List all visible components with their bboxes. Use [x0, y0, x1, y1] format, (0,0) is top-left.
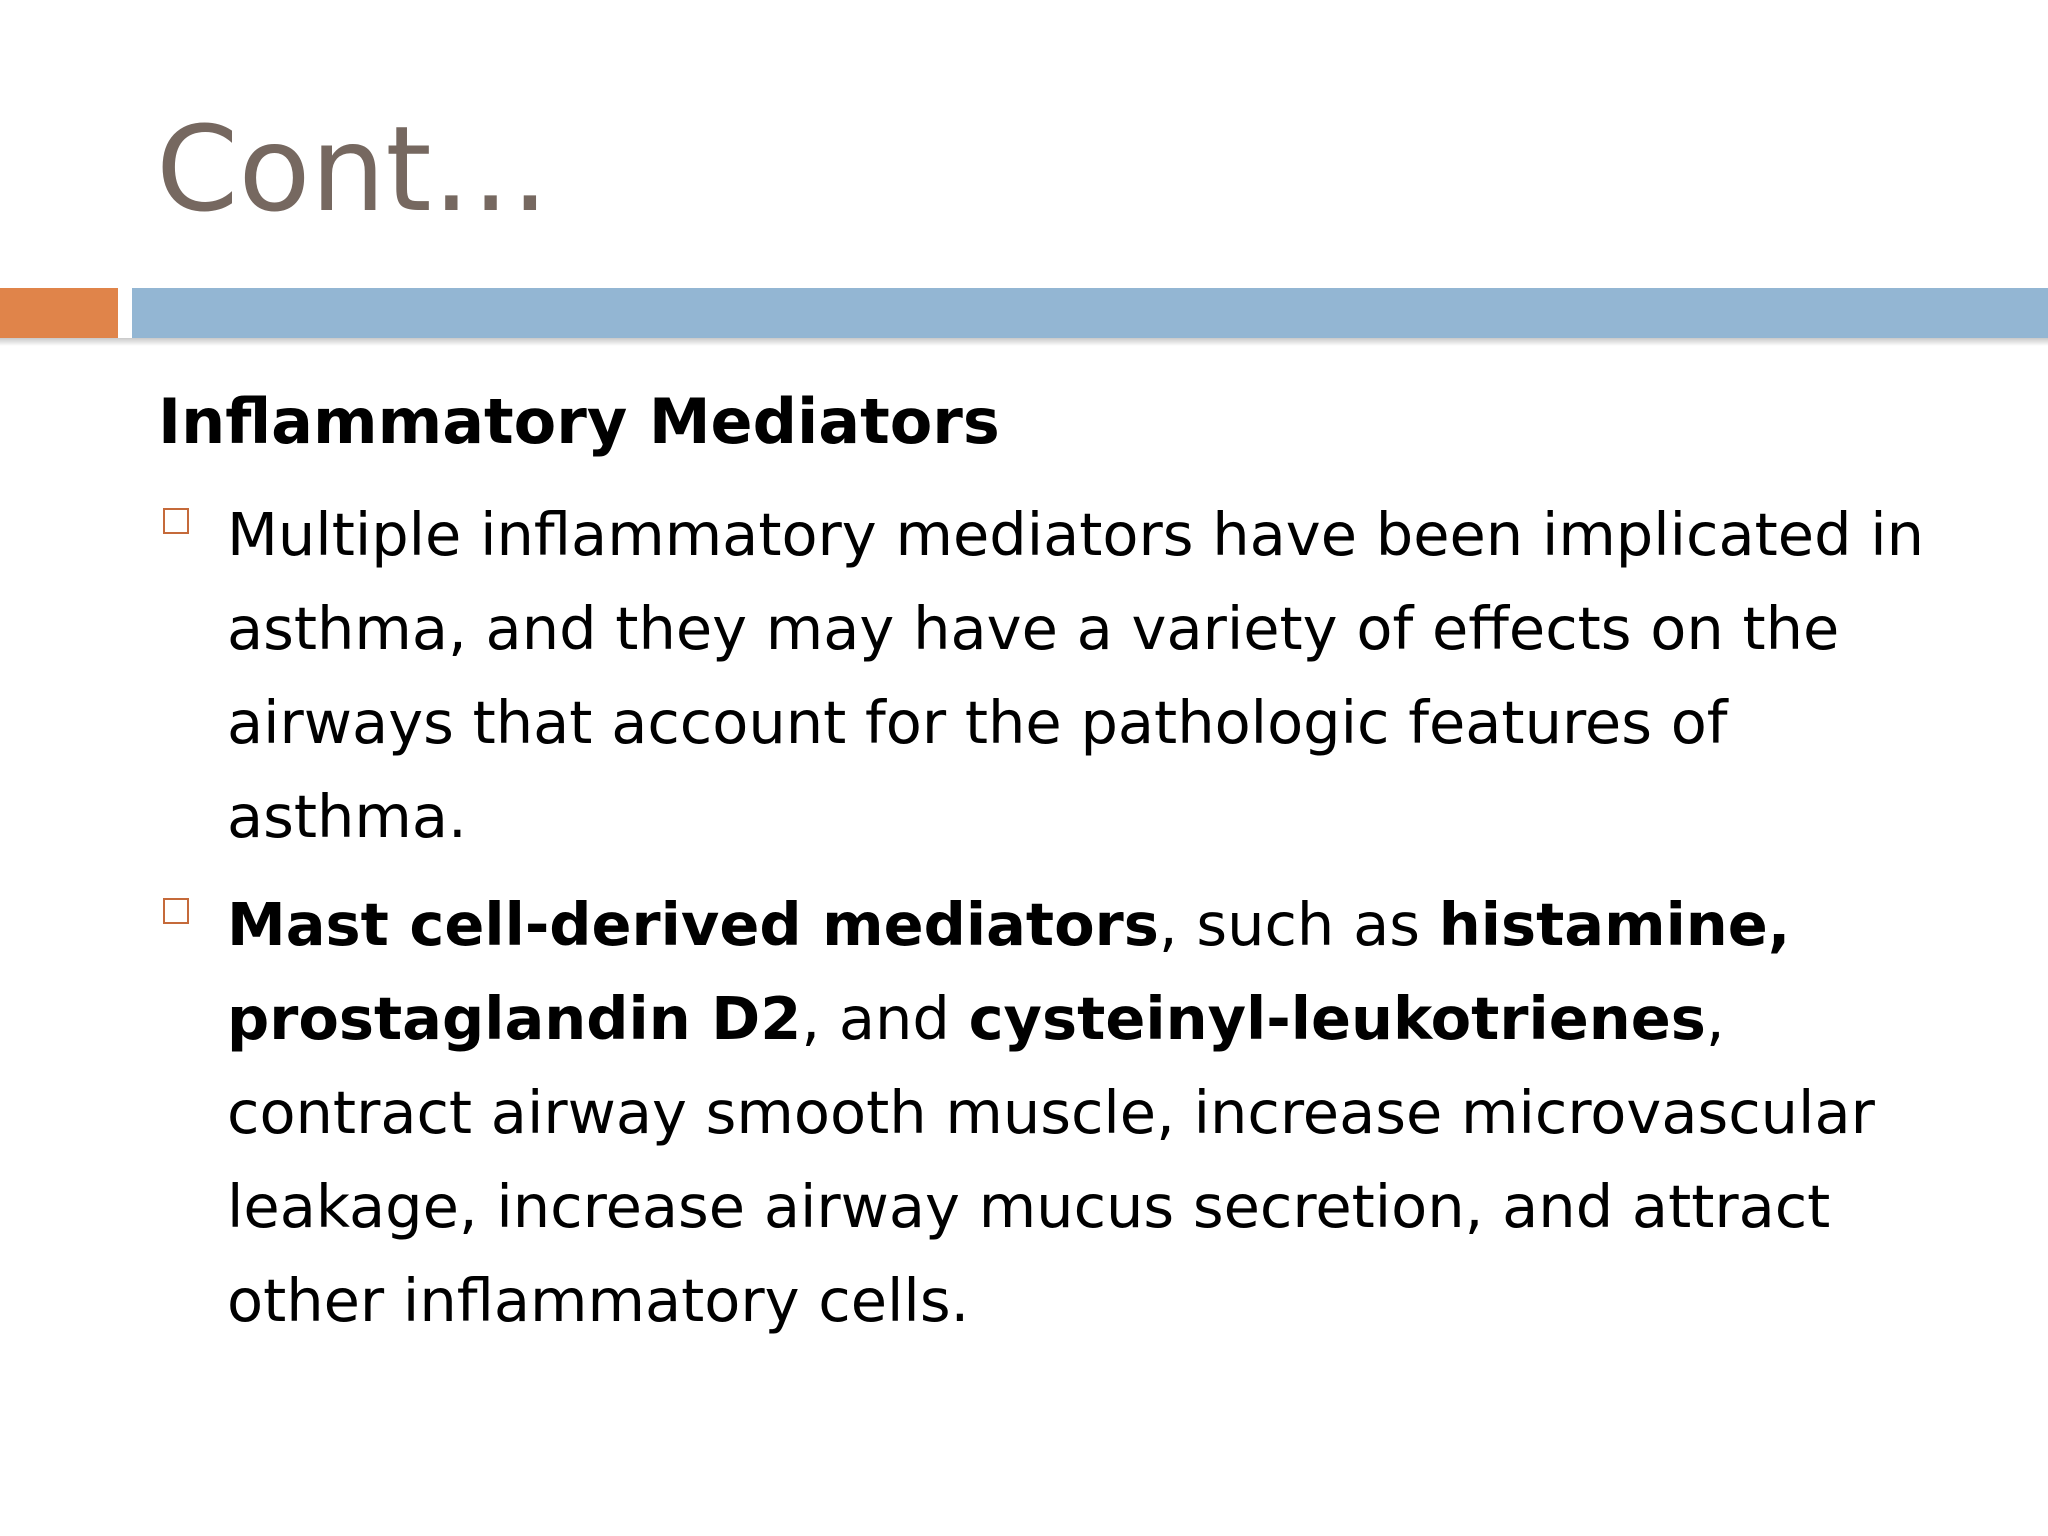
bullet-text-bold: histamine, prostaglandin D2 — [227, 890, 1791, 1053]
bullet-text: , and — [801, 984, 969, 1053]
accent-bar-blue — [132, 288, 2048, 338]
square-bullet-icon — [163, 898, 189, 924]
bullet-text: Multiple inflammatory mediators have been implicated in asthma, and they may have a variety of effects on the airways that account for the pathologic features of asthma. — [227, 500, 1925, 851]
bullet-list — [158, 488, 1958, 1362]
bullet-text-bold: cysteinyl-leukotrienes — [968, 984, 1706, 1053]
section-heading: Inflammatory Mediators — [158, 385, 1000, 458]
accent-bar-shadow — [0, 338, 2048, 346]
bullet-text-bold: Mast cell-derived mediators — [227, 890, 1159, 959]
bullet-text: , contract airway smooth muscle, increase microvascular leakage, increase airway mucus secretion, and attract other inflammatory cells. — [227, 984, 1875, 1335]
slide-title: Cont… — [156, 100, 550, 238]
accent-bar-orange — [0, 288, 118, 338]
bullet-item-1 — [158, 488, 1958, 864]
bullet-item-2 — [158, 878, 1958, 1348]
bullet-text: , such as — [1158, 890, 1439, 959]
square-bullet-icon — [163, 508, 189, 534]
